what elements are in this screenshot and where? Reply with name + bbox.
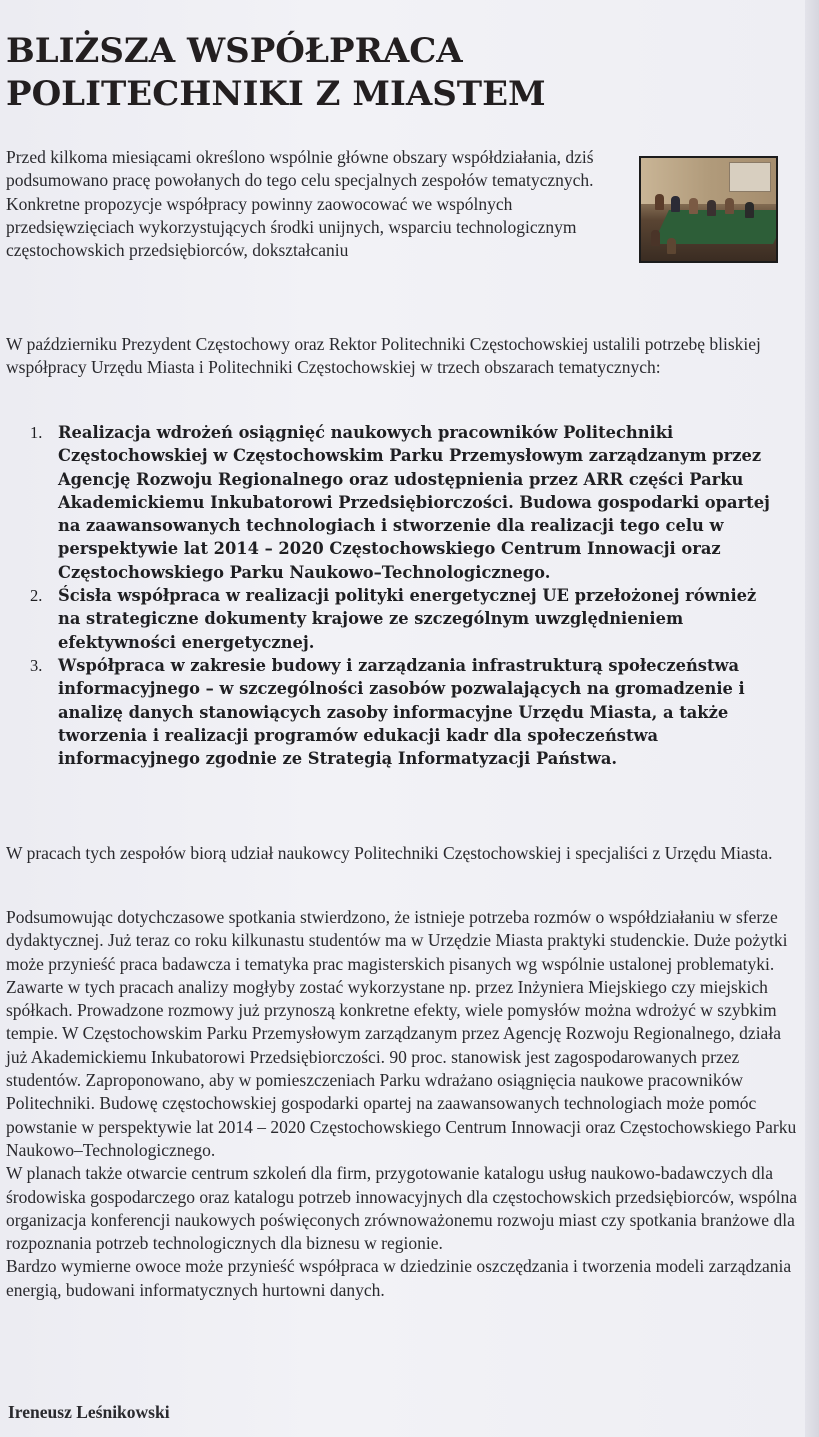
energy-paragraph: Bardzo wymierne owoce może przynieść współpraca w dziedzinie oszczędzania i tworzenia modeli zarządzania energią, budowani informatycznych hurtowni danych. bbox=[6, 1256, 792, 1300]
topic-item bbox=[30, 584, 770, 654]
topic-item bbox=[30, 654, 770, 770]
topic-number: 3. bbox=[30, 655, 43, 675]
author-signature: Ireneusz Leśnikowski bbox=[8, 1402, 170, 1422]
topic-text: Realizacja wdrożeń osiągnięć naukowych pracowników Politechniki Częstochowskiej w Częstochowskim Parku Przemysłowym zarządzanym przez Agencję Rozwoju Regionalnego oraz udostępnienia przez ARR części Parku Akademickiemu Inkubatorowi Przedsiębiorczości. Budowa gospodarki opartej na zaawansowanych technologiach i stworzenie dla realizacji tego celu w perspektywie lat 2014 – 2020 Częstochowskiego Centrum Innowacji oraz Częstochowskiego Parku Naukowo–Technologicznego. bbox=[58, 423, 770, 582]
topic-number: 1. bbox=[30, 423, 43, 442]
intro-block bbox=[6, 146, 626, 262]
title-line-2: POLITECHNIKI Z MIASTEM bbox=[6, 74, 546, 114]
meeting-photo bbox=[639, 156, 778, 263]
teams-paragraph-block bbox=[6, 842, 806, 865]
plans-paragraph: W planach także otwarcie centrum szkoleń dla firm, przygotowanie katalogu usług naukowo-badawczych dla środowiska gospodarczego oraz katalogu potrzeb innowacyjnych dla częstochowskich przedsiębiorców, wspólna organizacja konferencji naukowych poświęconych zrównoważonemu rozwoju miast czy spotkania branżowe dla rozpoznania potrzeb technologicznych dla biznesu w regionie. bbox=[6, 1163, 797, 1254]
summary-block bbox=[6, 906, 806, 1302]
october-paragraph: W październiku Prezydent Częstochowy oraz Rektor Politechniki Częstochowskiej ustalili potrzebę bliskiej współpracy Urzędu Miasta i Politechniki Częstochowskiej w trzech obszarach tematycznych: bbox=[6, 334, 761, 378]
topic-text: Ścisła współpraca w realizacji polityki energetycznej UE przełożonej również na strategiczne dokumenty krajowe ze szczególnym uwzględnieniem efektywności energetycznej. bbox=[58, 586, 757, 652]
teams-paragraph: W pracach tych zespołów biorą udział naukowcy Politechniki Częstochowskiej i specjaliści z Urzędu Miasta. bbox=[6, 843, 773, 863]
october-paragraph-block bbox=[6, 333, 806, 380]
title-line-1: BLIŻSZA WSPÓŁPRACA bbox=[6, 31, 463, 71]
intro-paragraph: Przed kilkoma miesiącami określono wspólnie główne obszary współdziałania, dziś podsumowano pracę powołanych do tego celu specjalnych zespołów tematycznych. bbox=[6, 147, 594, 191]
topic-item bbox=[30, 421, 770, 584]
article-title bbox=[6, 30, 646, 116]
page-edge bbox=[805, 0, 819, 1437]
topic-text: Współpraca w zakresie budowy i zarządzania infrastrukturą społeczeństwa informacyjnego – w szczególności zasobów pozwalających na gromadzenie i analizę danych stanowiących zasoby informacyjne Urzędu Miasta, a także tworzenia i realizacji programów edukacji kadr dla społeczeństwa informacyjnego zgodnie ze Strategią Informatyzacji Państwa. bbox=[58, 655, 745, 769]
summary-paragraph: Podsumowując dotychczasowe spotkania stwierdzono, że istnieje potrzeba rozmów o współdziałaniu w sferze dydaktycznej. Już teraz co roku kilkunastu studentów ma w Urzędzie Miasta praktyki studenckie. Duże pożytki może przynieść praca badawcza i tematyka prac magisterskich pisanych wg wspólnie ustalonej problematyki. Zawarte w tych pracach analizy mogłyby zostać wykorzystane np. przez Inżyniera Miejskiego czy miejskich spółkach. Prowadzone rozmowy już przynoszą konkretne efekty, wiele pomysłów można wdrożyć w szybkim tempie. W Częstochowskim Parku Przemysłowym zarządzanym przez Agencję Rozwoju Regionalnego, działa już Akademickiemu Inkubatorowi Przedsiębiorczości. 90 proc. stanowisk jest zagospodarowanych przez studentów. Zaproponowano, aby w pomieszczeniach Parku wdrażano osiągnięcia naukowe pracowników Politechniki. Budowę częstochowskiej gospodarki opartej na zaawansowanych technologiach może pomóc powstanie w perspektywie lat 2014 – 2020 Częstochowskiego Centrum Innowacji oraz Częstochowskiego Parku Naukowo–Technologicznego. bbox=[6, 907, 797, 1160]
topic-number: 2. bbox=[30, 586, 43, 606]
intro-paragraph-2: Konkretne propozycje współpracy powinny zaowocować we wspólnych przedsięwzięciach wykorzystujących środki unijnych, wsparciu technologicznym częstochowskich przedsiębiorców, dokształcaniu bbox=[6, 193, 577, 261]
topics-list bbox=[30, 421, 770, 770]
